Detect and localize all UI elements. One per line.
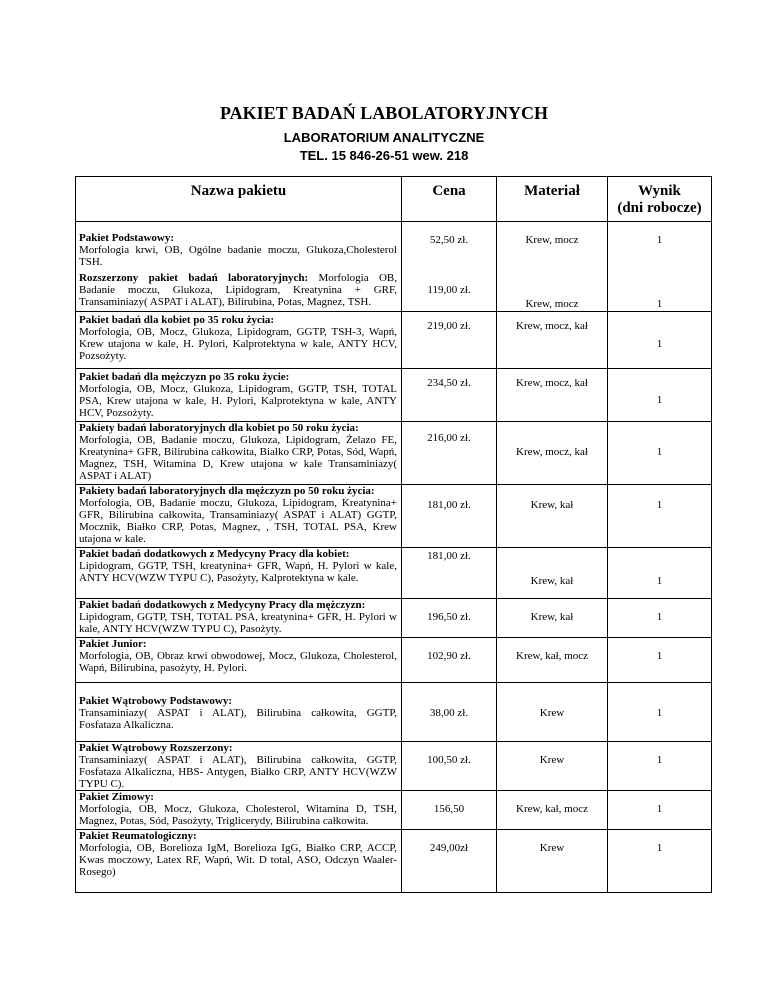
table-row bbox=[76, 422, 712, 485]
package-desc: Morfologia, OB, Mocz, Glukoza, Lipidogram, GGTP, TSH, TOTAL PSA, Krew utajona w kale, H. Pylori, Kalprotektyna w kale, ANTY HCV, Pozsożyty. bbox=[79, 383, 397, 419]
table-row bbox=[76, 742, 712, 791]
table-row bbox=[76, 272, 712, 312]
package-desc: Transaminiazy( ASPAT i ALAT), Bilirubina całkowita, GGTP, Fosfataza Alkaliczna, HBS- Antygen, Białko CRP, ANTY HCV(WZW TYPU C). bbox=[79, 754, 397, 790]
table-row bbox=[76, 638, 712, 683]
header-name: Nazwa pakietu bbox=[76, 177, 402, 222]
package-result: 1 bbox=[656, 338, 663, 350]
package-material: Krew, mocz bbox=[525, 234, 579, 246]
header-result-line2: (dni robocze) bbox=[617, 200, 702, 216]
package-price: 102,90 zł. bbox=[427, 650, 471, 662]
table-row bbox=[76, 548, 712, 599]
package-result: 1 bbox=[656, 234, 663, 246]
package-price: 219,00 zł. bbox=[427, 320, 471, 332]
package-material: Krew, mocz, kał bbox=[516, 377, 588, 389]
document-title: PAKIET BADAŃ LABOLATORYJNYCH bbox=[219, 103, 549, 123]
package-result: 1 bbox=[656, 611, 663, 623]
package-price: 249,00zł bbox=[429, 842, 469, 854]
package-result: 1 bbox=[656, 298, 663, 310]
package-material: Krew bbox=[539, 707, 565, 719]
package-desc: Lipidogram, GGTP, TSH, TOTAL PSA, kreatynina+ GFR, H. Pylori w kale, ANTY HCV(WZW TYPU C), Pasożyty. bbox=[79, 611, 397, 635]
package-material: Krew, kał, mocz bbox=[516, 803, 588, 815]
package-price: 216,00 zł. bbox=[427, 432, 471, 444]
package-name: Rozszerzony pakiet badań laboratoryjnych: bbox=[79, 272, 309, 284]
package-price: 234,50 zł. bbox=[427, 377, 471, 389]
header-price: Cena bbox=[402, 177, 497, 222]
package-desc: Transaminiazy( ASPAT i ALAT), Bilirubina całkowita, GGTP, Fosfataza Alkaliczna. bbox=[79, 707, 397, 731]
package-price: 119,00 zł. bbox=[427, 284, 471, 296]
package-material: Krew, kał bbox=[530, 575, 574, 587]
package-desc: Morfologia, OB, Badanie moczu, Glukoza, Lipidogram, Żelazo FE, Kreatynina+ GFR, Bilirubina całkowita, Białko CRP, Potas, Sód, Wapń, Magnez, TSH, Witamina D, Krew utajona w kale Transaminiazy( ASPAT i ALAT) bbox=[79, 434, 397, 482]
package-price: 196,50 zł. bbox=[427, 611, 471, 623]
package-result: 1 bbox=[656, 575, 663, 587]
package-result: 1 bbox=[656, 803, 663, 815]
table-row bbox=[76, 791, 712, 830]
package-name: Pakiet Wątrobowy Podstawowy: bbox=[79, 695, 232, 707]
package-name: Pakiet badań dla mężczyzn po 35 roku życie: bbox=[79, 371, 290, 383]
package-name: Pakiet badań dla kobiet po 35 roku życia: bbox=[79, 314, 275, 326]
package-desc: Morfologia, OB, Badanie moczu, Glukoza, Lipidogram, Kreatynina+ GFR, Bilirubina całkowita, Transaminiazy( ASPAT i ALAT) GGTP, Mocznik, Białko CRP, Potas, Magnez, , TSH, TOTAL PSA, Krew utajona w kale. bbox=[79, 497, 397, 545]
package-name: Pakiet Junior: bbox=[79, 638, 147, 650]
package-name: Pakiet Zimowy: bbox=[79, 791, 154, 803]
package-name: Pakiet badań dodatkowych z Medycyny Pracy dla kobiet: bbox=[79, 548, 350, 560]
package-price: 38,00 zł. bbox=[429, 707, 469, 719]
table-row bbox=[76, 683, 712, 742]
package-desc: Morfologia, OB, Mocz, Glukoza, Lipidogram, GGTP, TSH-3, Wapń, Krew utajona w kale, H. Pylori, Kalprotektyna w kale, ANTY HCV, Pozsożyty. bbox=[79, 326, 397, 362]
package-result: 1 bbox=[656, 650, 663, 662]
package-material: Krew, mocz bbox=[525, 298, 579, 310]
package-name: Pakiet badań dodatkowych z Medycyny Pracy dla mężczyzn: bbox=[79, 599, 366, 611]
table-row bbox=[76, 312, 712, 369]
package-desc: Morfologia krwi, OB, Ogólne badanie moczu, Glukoza,Cholesterol TSH. bbox=[79, 244, 397, 268]
package-result: 1 bbox=[656, 446, 663, 458]
package-result: 1 bbox=[656, 707, 663, 719]
package-name: Pakiety badań laboratoryjnych dla kobiet po 50 roku życia: bbox=[79, 422, 359, 434]
header-result-line1: Wynik bbox=[638, 183, 681, 199]
package-result: 1 bbox=[656, 842, 663, 854]
document-phone: TEL. 15 846-26-51 wew. 218 bbox=[299, 148, 469, 163]
packages-table bbox=[75, 176, 712, 893]
table-row bbox=[76, 830, 712, 893]
package-material: Krew, mocz, kał bbox=[516, 446, 588, 458]
package-desc: Morfologia, OB, Mocz, Glukoza, Cholesterol, Witamina D, TSH, Magnez, Potas, Sód, Pasożyty, Triglicerydy, Bilirubina całkowita. bbox=[79, 803, 397, 827]
package-desc: Morfologia OB, Badanie moczu, Glukoza, Lipidogram, Kreatynina + GRF, Transaminiazy( ASPAT i ALAT), Bilirubina, Potas, Magnez, TSH. bbox=[79, 272, 397, 308]
package-result: 1 bbox=[656, 394, 663, 406]
document-subtitle: LABORATORIUM ANALITYCZNE bbox=[283, 130, 485, 145]
package-desc: Lipidogram, GGTP, TSH, kreatynina+ GFR, Wapń, H. Pylori w kale, ANTY HCV(WZW TYPU C), Pasożyty, Kalprotektyna w kale. bbox=[79, 560, 397, 584]
package-result: 1 bbox=[656, 754, 663, 766]
package-price: 181,00 zł. bbox=[427, 499, 471, 511]
package-material: Krew, kał bbox=[530, 611, 574, 623]
header-material: Materiał bbox=[497, 177, 608, 222]
package-price: 181,00 zł. bbox=[427, 550, 471, 562]
package-material: Krew bbox=[539, 754, 565, 766]
package-material: Krew bbox=[539, 842, 565, 854]
package-price: 156,50 bbox=[433, 803, 465, 815]
table-row bbox=[76, 485, 712, 548]
package-desc: Morfologia, OB, Borelioza IgM, Borelioza IgG, Białko CRP, ACCP, Kwas moczowy, Latex RF, Wapń, Wit. D total, ASO, Odczyn Waaler-Rosego) bbox=[79, 842, 397, 878]
table-row bbox=[76, 369, 712, 422]
table-row bbox=[76, 599, 712, 638]
package-price: 100,50 zł. bbox=[427, 754, 471, 766]
package-name: Pakiet Reumatologiczny: bbox=[79, 830, 197, 842]
package-name: Pakiet Wątrobowy Rozszerzony: bbox=[79, 742, 233, 754]
table-row bbox=[76, 232, 712, 272]
table-header-row bbox=[76, 177, 712, 222]
package-name: Pakiety badań laboratoryjnych dla mężczyzn po 50 roku życia: bbox=[79, 485, 375, 497]
header-result bbox=[608, 177, 712, 222]
package-desc: Morfologia, OB, Obraz krwi obwodowej, Mocz, Glukoza, Cholesterol, Wapń, Bilirubina, pasożyty, H. Pylori. bbox=[79, 650, 397, 674]
package-name: Pakiet Podstawowy: bbox=[79, 232, 175, 244]
package-material: Krew, mocz, kał bbox=[516, 320, 588, 332]
package-result: 1 bbox=[656, 499, 663, 511]
package-price: 52,50 zł. bbox=[429, 234, 469, 246]
package-material: Krew, kał bbox=[530, 499, 574, 511]
package-material: Krew, kał, mocz bbox=[516, 650, 588, 662]
